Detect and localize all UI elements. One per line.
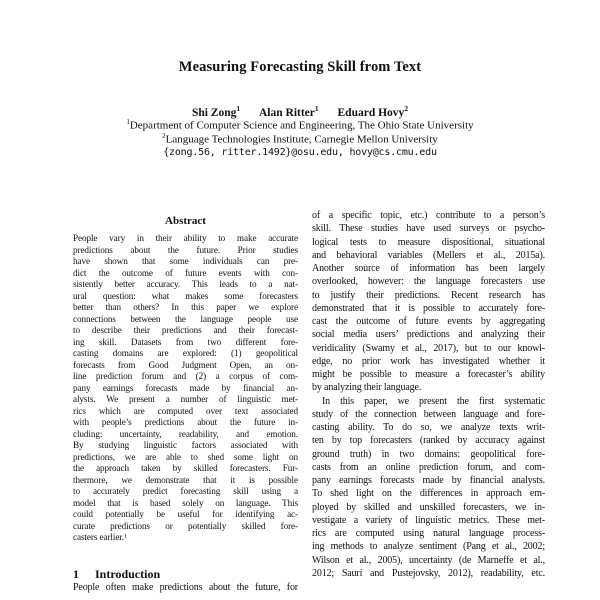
text-line: ten by top forecasters (ranked by accuracy against bbox=[312, 435, 545, 447]
text-line: might be possible to measure a forecaster’s ability bbox=[312, 369, 545, 380]
text-line: have shown that some individuals can pre- bbox=[73, 256, 298, 266]
text-line: social media users’ predictions and analyzing their bbox=[312, 329, 545, 341]
affiliation-2-superscript: 2 bbox=[162, 132, 166, 140]
section-number: 1 bbox=[73, 566, 79, 581]
introduction-text bbox=[73, 581, 298, 594]
text-line: the approach taken by skilled forecasters. Fur- bbox=[73, 463, 298, 473]
text-line: of a specific topic, etc.) contribute to a person’s bbox=[312, 210, 545, 221]
right-column bbox=[312, 209, 545, 580]
text-line: thermore, we demonstrate that it is possible bbox=[73, 474, 298, 485]
text-line: veridicality (Swamy et al., 2017), but to our knowl- bbox=[312, 342, 545, 354]
text-line: to justify their predictions. Recent research has bbox=[312, 289, 545, 301]
abstract-text bbox=[73, 233, 298, 544]
text-line: vestigate a variety of linguistic metrics. These met- bbox=[312, 514, 545, 526]
text-line: better than others? In this paper we explore bbox=[73, 302, 298, 312]
text-line: by analyzing their language. bbox=[312, 382, 422, 394]
text-line: alysts. We present a number of linguistic met- bbox=[73, 394, 298, 404]
text-line: cluding: uncertainty, readability, and emotion. bbox=[73, 428, 298, 439]
text-line: ing skill. Datasets from two different fore- bbox=[73, 336, 298, 347]
text-line: predictions, we are able to shed some light on bbox=[73, 451, 298, 462]
text-line: casters earlier.¹ bbox=[73, 532, 127, 542]
paper-title: Measuring Forecasting Skill from Text bbox=[178, 59, 422, 75]
text-line: predictions about the future. Prior studies bbox=[73, 244, 298, 255]
text-line: ural question: what makes some forecasters bbox=[73, 290, 298, 301]
text-line: and behavioral variables (Mellers et al., 2015a). bbox=[312, 249, 545, 261]
text-line: By studying linguistic factors associated with bbox=[73, 440, 298, 450]
affiliation-line-2 bbox=[0, 132, 600, 146]
text-line: edge, no prior work has investigated whether it bbox=[312, 355, 545, 367]
text-line: model that is based solely on language. This bbox=[73, 497, 298, 508]
text-line: People vary in their ability to make accurate bbox=[73, 233, 298, 243]
text-line: cast the outcome of future events by aggregating bbox=[312, 316, 545, 327]
text-line: To shed light on the differences in approach em- bbox=[312, 488, 545, 500]
author-3-name: Eduard Hovy bbox=[337, 106, 405, 119]
left-column bbox=[73, 215, 298, 594]
text-line: sistently better accuracy. This leads to a nat- bbox=[73, 279, 298, 289]
text-line: with people’s predictions about the future in- bbox=[73, 417, 298, 427]
text-line: rics which are computed over text associated bbox=[73, 405, 298, 416]
text-line: ployed by skilled and unskilled forecasters, we in- bbox=[312, 501, 545, 513]
section-title: Introduction bbox=[95, 566, 161, 581]
author-2-name: Alan Ritter bbox=[259, 106, 315, 119]
text-line: casting ability. To do so, we analyze texts writ- bbox=[312, 422, 545, 433]
affiliation-2-text: Language Technologies Institute, Carnegie Mellon University bbox=[165, 133, 438, 146]
text-line: 2012; Saurí and Pustejovsky, 2012), readability, etc. bbox=[312, 567, 545, 579]
text-line: overlooked, however: the language forecasters use bbox=[312, 276, 545, 288]
text-line: forecasts from Good Judgment Open, an on- bbox=[73, 359, 298, 370]
text-line: dict the outcome of future events with con- bbox=[73, 267, 298, 278]
text-line: connections between the language people use bbox=[73, 313, 298, 324]
text-line: In this paper, we present the first systematic bbox=[322, 395, 545, 407]
text-line: could potentially be useful for identifying ac- bbox=[73, 509, 298, 519]
text-line: ground truth) in two domains: geopolitical fore- bbox=[312, 448, 545, 460]
text-line: Wilson et al., 2005), uncertainty (de Marneffe et al., bbox=[312, 554, 545, 566]
section-heading-introduction bbox=[73, 567, 298, 581]
text-line: line prediction forum and (2) a corpus of com- bbox=[73, 371, 298, 381]
text-line: casts from an online prediction forum, and com- bbox=[312, 461, 545, 473]
author-2-superscript: 1 bbox=[314, 104, 319, 113]
body-paragraph-2 bbox=[312, 395, 545, 581]
email-line: {zong.56, ritter.1492}@osu.edu, hovy@cs.cmu.edu bbox=[163, 147, 437, 158]
text-line: rics are computed using natural language process- bbox=[312, 528, 545, 539]
text-line: People often make predictions about the future, for bbox=[73, 581, 298, 593]
text-line: pany earnings forecasts made by financial an- bbox=[73, 382, 298, 393]
text-line: Another source of information has been largely bbox=[312, 263, 545, 274]
author-list bbox=[0, 104, 600, 119]
affiliation-1-superscript: 1 bbox=[126, 118, 130, 126]
text-line: study of the connection between language and fore- bbox=[312, 408, 545, 420]
affiliation-1-text: Department of Computer Science and Engineering, The Ohio State University bbox=[129, 119, 474, 132]
body-paragraph-1 bbox=[312, 209, 545, 395]
text-line: to accurately predict forecasting skill using a bbox=[73, 486, 298, 496]
text-line: ing methods to analyze sentiment (Pang et al., 2002; bbox=[312, 541, 545, 553]
text-line: demonstrated that it is possible to accurately fore- bbox=[312, 302, 545, 314]
text-line: logical tests to measure dispositional, situational bbox=[312, 236, 545, 248]
author-3-superscript: 2 bbox=[404, 104, 409, 113]
text-line: pany earnings forecasts made by financial analysts. bbox=[312, 475, 545, 486]
author-1-superscript: 1 bbox=[236, 104, 241, 113]
text-line: to describe their predictions and their forecast- bbox=[73, 325, 298, 335]
text-line: curate predictions or potentially skilled fore- bbox=[73, 520, 298, 531]
author-1-name: Shi Zong bbox=[191, 106, 237, 119]
abstract-heading: Abstract bbox=[165, 215, 206, 227]
text-line: casting domains are explored: (1) geopolitical bbox=[73, 348, 298, 358]
text-line: skill. These studies have used surveys or psycho- bbox=[312, 223, 545, 235]
affiliation-line-1 bbox=[0, 118, 600, 132]
